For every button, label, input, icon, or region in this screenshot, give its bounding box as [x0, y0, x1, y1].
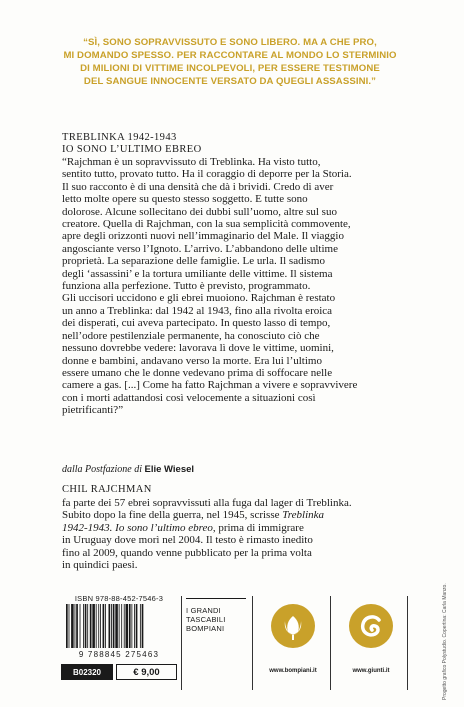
bio-line: 1942-1943. Io sono l’ultimo ebreo, prima di immigrare — [62, 521, 304, 534]
blurb-line: camere a gas. [...] Come ha fatto Rajchman a vivere e sopravvivere — [62, 379, 358, 392]
blurb-line: dei disperati, cui aveva partecipato. In questo lasso di tempo, — [62, 317, 331, 330]
divider — [252, 596, 253, 690]
blurb-line: un anno a Treblinka: dal 1942 al 1943, fino alla rivolta eroica — [62, 304, 333, 317]
barcode-icon — [65, 604, 173, 648]
series-name: I GRANDI TASCABILI BOMPIANI — [186, 606, 226, 633]
price-label: € 9,00 — [116, 664, 177, 680]
swirl-logo-icon — [349, 604, 393, 648]
divider — [181, 596, 182, 690]
blurb-line: apre degli orizzonti nuovi nell’immaginario del Male. Il viaggio — [62, 230, 344, 243]
blurb-line: letto molte opere su questo stesso soggetto. E tutte sono — [62, 193, 308, 206]
divider — [330, 596, 331, 690]
book-title-line: TREBLINKA 1942-1943 — [62, 132, 177, 143]
bio-line: in quindici paesi. — [62, 559, 138, 572]
giunti-logo — [336, 598, 406, 686]
blurb-line: con i morti adattandosi così velocemente a situazioni così — [62, 391, 316, 404]
author-name: CHIL RAJCHMAN — [62, 484, 152, 495]
bompiani-logo — [258, 598, 328, 686]
blurb-line: creatore. Quella di Rajchman, con la sua semplicità commovente, — [62, 218, 351, 231]
blurb-line: nell’odore pestilenziale permanente, ha conosciuto ciò che — [62, 329, 320, 342]
design-credits: Progetto grafico Polystudio. Copertina: Carla Manzo. — [442, 583, 448, 700]
book-title — [62, 132, 402, 156]
barcode-digits: 9 788845 275463 — [78, 650, 160, 659]
bio-line: fa parte dei 57 ebrei sopravvissuti alla fuga dal lager di Treblinka. — [62, 497, 352, 509]
bio-line: fino al 2009, quando venne pubblicato per la prima volta — [62, 546, 312, 559]
quote-line: DI MILIONI DI VITTIME INCOLPEVOLI, PER ESSERE TESTIMONE — [80, 63, 380, 74]
isbn-label: ISBN 978-88-452-7546-3 — [74, 594, 164, 603]
blurb-line: funziona alla perfezione. Tutto è previsto, programmato. — [62, 280, 311, 293]
quote-line: “SÌ, SONO SOPRAVVISSUTO E SONO LIBERO. MA A CHE PRO, — [83, 37, 377, 48]
cover-quote — [30, 36, 430, 88]
blurb-line: Il suo racconto è di una densità che dà i brividi. Credo di aver — [62, 180, 334, 193]
barcode-block — [61, 594, 177, 690]
product-code: B02320 — [61, 664, 113, 680]
blurb-line: nessuno dovrebbe vedere: lavorava lì dove le vittime, uomini, — [62, 342, 334, 355]
blurb-line: donne e bambini, andavano verso la morte. Era lui l’ultimo — [62, 354, 322, 367]
bio-line: Subito dopo la fine della guerra, nel 1945, scrisse Treblinka — [62, 509, 325, 522]
author-bio — [62, 497, 407, 571]
postfazione-prefix: dalla Postfazione di — [62, 464, 145, 475]
blurb-line: dolorose. Alcune sollecitano dei dubbi sull’uomo, altre sul suo — [62, 205, 337, 218]
bompiani-url: www.bompiani.it — [269, 668, 317, 674]
book-subtitle-line: IO SONO L’ULTIMO EBREO — [62, 144, 202, 155]
postfazione-credit — [62, 464, 402, 476]
series-rule — [186, 598, 246, 599]
divider — [407, 596, 408, 690]
quote-line: MI DOMANDO SPESSO. PER RACCONTARE AL MONDO LO STERMINIO — [63, 50, 397, 61]
giunti-url: www.giunti.it — [352, 668, 390, 674]
postfazione-author: Elie Wiesel — [144, 464, 195, 475]
blurb-line: degli ‘assassini’ e la tortura umiliante delle vittime. Il sistema — [62, 267, 333, 280]
blurb-line: Gli uccisori uccidono e gli ebrei muoiono. Rajchman è restato — [62, 292, 336, 305]
tulip-logo-icon — [271, 604, 315, 648]
blurb-line: “Rajchman è un sopravvissuto di Treblinka. Ha visto tutto, — [62, 156, 321, 168]
quote-line: DEL SANGUE INNOCENTE VERSATO DA QUEGLI ASSASSINI.” — [83, 76, 377, 87]
blurb-line: proprietà. La separazione delle famiglie. Le urla. Il sadismo — [62, 255, 325, 268]
blurb-line: sentito tutto, provato tutto. Ha il coraggio di deporre per la Storia. — [62, 168, 352, 181]
blurb-line: essere umano che le donne vedevano prima di soffocare nelle — [62, 366, 333, 379]
bio-line: in Uruguay dove morì nel 2004. Il testo è rimasto inedito — [62, 534, 313, 547]
blurb-text — [62, 156, 407, 417]
blurb-line: angosciante verso l’Ignoto. L’arrivo. L’abbandono delle ultime — [62, 242, 338, 255]
blurb-line: pietrificanti?” — [62, 404, 124, 417]
